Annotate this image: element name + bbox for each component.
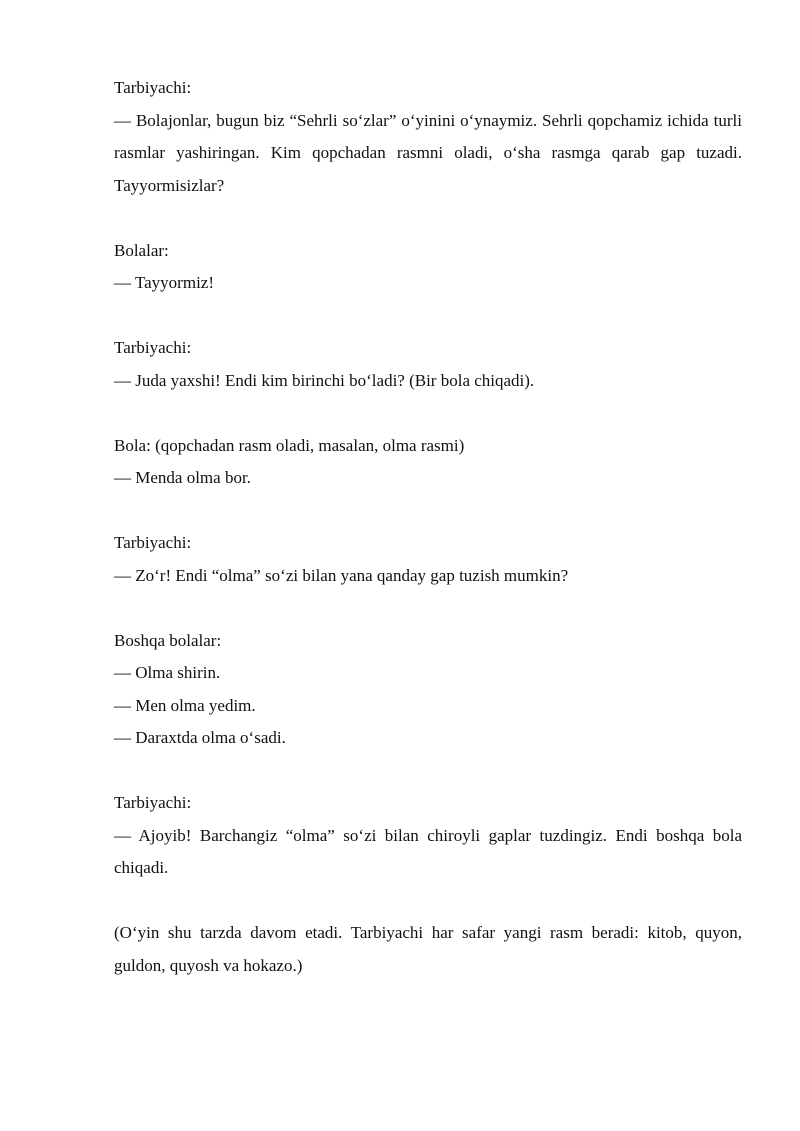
dialogue-line: — Menda olma bor. — [114, 468, 251, 487]
dialogue-line: — Ajoyib! Barchangiz “olma” so‘zi bilan chiroyli gaplar tuzdingiz. Endi boshqa bola chiqadi. — [114, 825, 742, 877]
dialogue-line: — Men olma yedim. — [114, 695, 256, 715]
speaker-label: Bolalar: — [114, 240, 169, 260]
dialogue-block — [114, 235, 742, 300]
narration-text: (O‘yin shu tarzda davom etadi. Tarbiyachi har safar yangi rasm beradi: kitob, quyon, guldon, quyosh va hokazo.) — [114, 923, 742, 975]
speaker-label: Tarbiyachi: — [114, 533, 192, 552]
dialogue-line: — Zo‘r! Endi “olma” so‘zi bilan yana qanday gap tuzish mumkin? — [114, 565, 569, 585]
dialogue-line: — Olma shirin. — [114, 663, 221, 682]
dialogue-block — [114, 625, 742, 755]
dialogue-line: — Tayyormiz! — [114, 273, 214, 292]
speaker-label: Tarbiyachi: — [114, 793, 192, 812]
dialogue-block — [114, 430, 742, 495]
dialogue-line: — Daraxtda olma o‘sadi. — [114, 728, 286, 747]
dialogue-block — [114, 787, 742, 885]
dialogue-line: — Juda yaxshi! Endi kim birinchi bo‘ladi? (Bir bola chiqadi). — [114, 370, 535, 390]
narration-block — [114, 917, 742, 982]
dialogue-block — [114, 72, 742, 202]
dialogue-block — [114, 527, 742, 592]
speaker-label: Boshqa bolalar: — [114, 630, 222, 650]
document-page — [114, 72, 742, 1015]
speaker-label: Tarbiyachi: — [114, 78, 192, 97]
speaker-label: Bola: (qopchadan rasm oladi, masalan, olma rasmi) — [114, 435, 465, 455]
dialogue-block — [114, 332, 742, 397]
dialogue-line: — Bolajonlar, bugun biz “Sehrli so‘zlar” o‘yinini o‘ynaymiz. Sehrli qopchamiz ichida turli rasmlar yashiringan. Kim qopchadan rasmni oladi, o‘sha rasmga qarab gap tuzadi. Tayyormisizlar? — [114, 110, 742, 195]
speaker-label: Tarbiyachi: — [114, 338, 192, 357]
